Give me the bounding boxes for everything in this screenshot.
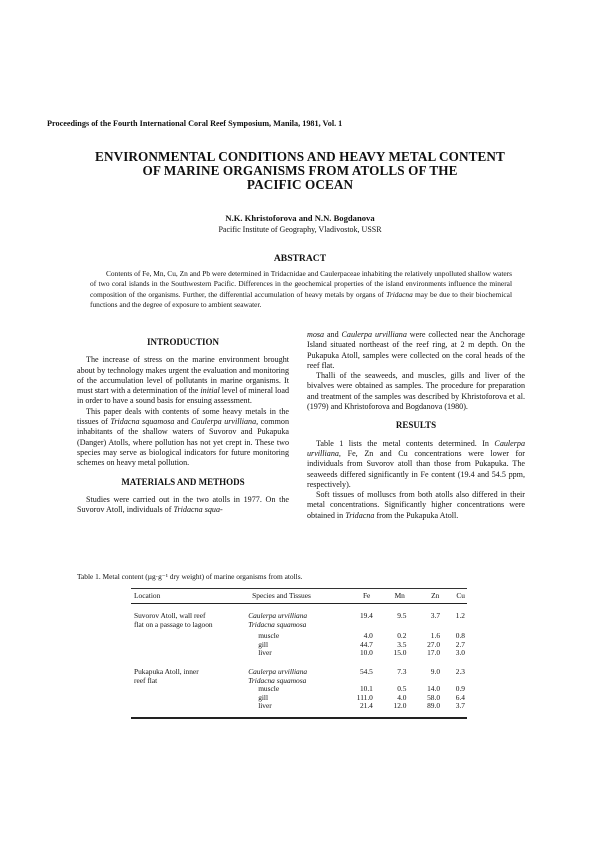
italic-text: mosa (307, 330, 325, 339)
text: Studies were carried out in the two atolls in 1977. On the Suvorov Atoll, individuals of (77, 494, 289, 515)
abstract-italic: Tridacna (386, 289, 413, 299)
species-cell: Tridacna squamosa (248, 619, 307, 629)
metal-content-table (131, 588, 467, 719)
species-cell: Caulerpa urvilliana (248, 611, 308, 621)
fe-cell: 19.4 (359, 611, 373, 621)
text: level of mineral load in order to have a sound basis for ensuing assessment. (77, 386, 289, 406)
authors: N.K. Khristoforova and N.N. Bogdanova (225, 213, 375, 223)
cu-cell: 2.7 (455, 639, 465, 649)
column-header: Zn (431, 591, 440, 600)
mn-cell: 4.0 (397, 692, 407, 702)
cu-cell: 0.9 (455, 684, 465, 694)
zn-cell: 9.0 (430, 667, 441, 677)
text: from the Pukapuka Atoll. (374, 510, 459, 520)
abstract-heading: ABSTRACT (273, 253, 327, 264)
introduction-paragraph (77, 355, 289, 406)
tissue-cell: gill (258, 692, 269, 702)
mn-cell: 12.0 (393, 701, 407, 711)
column-header: Location (134, 591, 161, 600)
text: were collected near the Anchorage Island situated northeast of the reef ring, at 2 m depth. On the Pukapuka Atoll, samples were collected on the coral heads of the reef flat. (307, 330, 526, 370)
left-column (77, 337, 289, 515)
zn-cell: 17.0 (427, 648, 441, 658)
table-row (131, 641, 467, 650)
abstract-text-part: Contents of Fe, Mn, Cu, Zn and Pb were determined in Tridacnidae and Caulerpaceae inhabiting the relatively unpolluted shallow waters of two coral islands in the Southwestern Pacific. Differences in the geochemical properties of the island environments influence the mineral composition of the organisms. Further, the differential accumulation of heavy metals by organs of (90, 269, 512, 299)
tissue-cell: liver (258, 701, 272, 711)
text: and (324, 330, 342, 339)
mn-cell: 9.5 (397, 611, 407, 621)
cu-cell: 0.8 (455, 631, 465, 641)
proceedings-header: Proceedings of the Fourth International Coral Reef Symposium, Manila, 1981, Vol. 1 (47, 119, 343, 128)
abstract-text (90, 269, 512, 310)
italic-text: Caulerpa urvilliana, (307, 438, 525, 458)
title-line: PACIFIC OCEAN (246, 177, 354, 192)
italic-text: Caulerpa urvilliana (341, 330, 407, 339)
methods-heading: MATERIALS AND METHODS (121, 476, 245, 487)
text: common inhabitants of the shallow waters of Suvorov and Pukapuka (Danger) Atolls, where pollution has not yet crept in. These two species may serve as biological indicators for future monitoring schemes on heavy metal pollution. (77, 417, 289, 468)
text: This paper deals with contents of some heavy metals in the tissues of (77, 406, 289, 427)
mn-cell: 7.3 (397, 667, 407, 677)
italic-text: Tridacna (345, 510, 375, 520)
zn-cell: 1.6 (430, 631, 441, 641)
italic-text: initial (200, 386, 220, 396)
zn-cell: 3.7 (430, 611, 441, 621)
italic-text: Tridacna squamosa (110, 417, 175, 427)
affiliation: Pacific Institute of Geography, Vladivostok, USSR (218, 225, 382, 234)
column-header: Species and Tissues (252, 591, 311, 600)
cu-cell: 3.0 (455, 648, 465, 658)
fe-cell: 21.4 (359, 701, 373, 711)
results-paragraph (307, 490, 525, 521)
text: Soft tissues of molluscs from both atolls also differed in their metal concentrations. Significantly higher concentrations were obtained in (307, 490, 525, 520)
species-cell: Caulerpa urvilliana (248, 667, 308, 677)
right-column (307, 330, 525, 521)
table-row (131, 694, 467, 703)
introduction-heading: INTRODUCTION (146, 337, 219, 347)
fe-cell: 54.5 (359, 667, 373, 677)
mn-cell: 15.0 (393, 648, 407, 658)
tissue-cell: gill (258, 639, 269, 649)
italic-text: Caulerpa urvilliana, (191, 417, 259, 427)
paper-title (60, 150, 540, 192)
cu-cell: 6.4 (455, 692, 465, 702)
italic-text: Tridacna squa- (173, 505, 223, 515)
column-header: Fe (362, 591, 371, 600)
fe-cell: 10.0 (359, 648, 373, 658)
text: The increase of stress on the marine environment brought about by technology makes urgent the evaluation and monitoring of the accumulation level of pollutants in marine organisms. It must start with a determination of the (77, 355, 289, 396)
introduction-paragraph (77, 407, 289, 469)
zn-cell: 27.0 (427, 639, 441, 649)
location-cell: flat on a passage to lagoon (134, 619, 213, 629)
table-row (131, 677, 467, 686)
methods-paragraph-cont (307, 330, 525, 371)
text: Table 1 lists the metal contents determined. In (316, 438, 495, 448)
column-header: Cu (456, 591, 465, 600)
table-caption: Table 1. Metal content (µg·g⁻¹ dry weight) of marine organisms from atolls. (77, 572, 303, 581)
table-header-rule (131, 603, 467, 605)
location-cell: reef flat (134, 675, 158, 685)
tissue-cell: muscle (258, 631, 280, 641)
title-line: OF MARINE ORGANISMS FROM ATOLLS OF THE (142, 163, 458, 178)
fe-cell: 111.0 (356, 692, 373, 702)
fe-cell: 4.0 (363, 631, 373, 641)
text: and (174, 417, 192, 427)
cu-cell: 1.2 (455, 611, 465, 621)
table-header-row (131, 589, 467, 603)
mn-cell: 3.5 (397, 639, 407, 649)
text: Fe, Zn and Cu concentrations were lower for individuals from Suvorov atoll than those from Pukapuka. The seaweeds differed significantly in Fe content (19.4 and 54.5 ppm, respectively). (307, 448, 525, 489)
methods-paragraph: Thalli of the seaweeds, and muscles, gills and liver of the bivalves were obtained as samples. The procedure for preparation and treatment of the samples was described by Khristoforova et al. (1979) and Khristoforova and Bogdanova (1980). (307, 371, 525, 412)
mn-cell: 0.5 (397, 684, 407, 694)
tissue-cell: liver (258, 648, 272, 658)
column-header: Mn (394, 591, 405, 600)
results-heading: RESULTS (395, 420, 437, 431)
species-cell: Tridacna squamosa (248, 675, 307, 685)
results-paragraph (307, 439, 525, 490)
table-row (131, 632, 467, 641)
title-line: ENVIRONMENTAL CONDITIONS AND HEAVY METAL CONTENT (95, 149, 505, 164)
abstract-text-part: may be due to their biochemical functions and the degree of exposure to ambient seawater. (90, 289, 512, 309)
location-cell: Suvorov Atoll, wall reef (134, 611, 206, 621)
tissue-cell: muscle (258, 684, 280, 694)
cu-cell: 2.3 (455, 667, 465, 677)
table-row (131, 621, 467, 630)
cu-cell: 3.7 (455, 701, 465, 711)
zn-cell: 14.0 (427, 684, 441, 694)
zn-cell: 58.0 (427, 692, 441, 702)
fe-cell: 10.1 (359, 684, 373, 694)
methods-paragraph (77, 495, 289, 516)
table-row (131, 649, 467, 658)
table-row (131, 685, 467, 694)
mn-cell: 0.2 (397, 631, 407, 641)
location-cell: Pukapuka Atoll, inner (134, 667, 199, 677)
fe-cell: 44.7 (359, 639, 373, 649)
table-bottom-rule (131, 717, 467, 719)
zn-cell: 89.0 (427, 701, 441, 711)
table-row (131, 702, 467, 711)
